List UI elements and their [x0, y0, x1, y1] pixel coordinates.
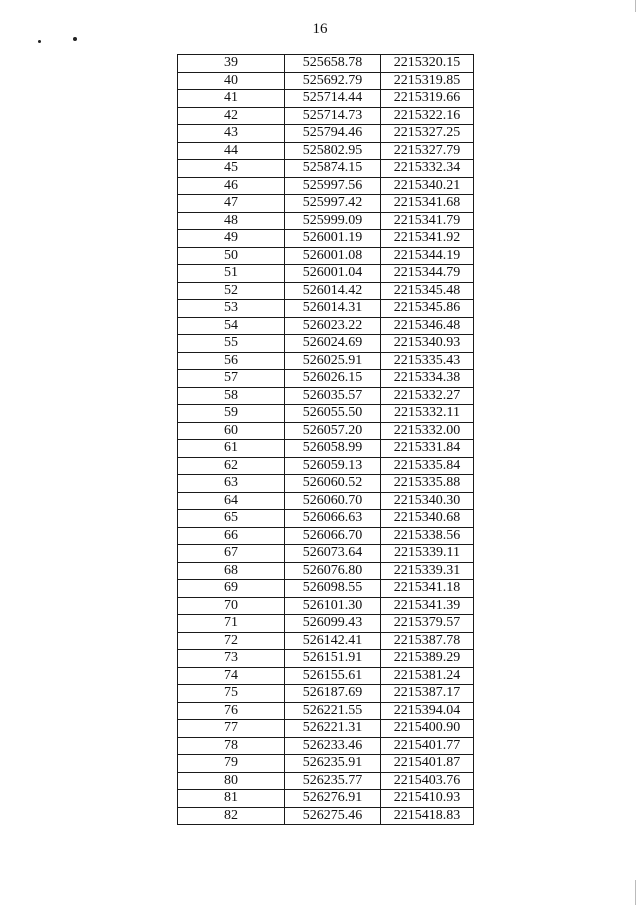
point-number-cell: 67 — [178, 545, 285, 563]
x-coordinate-cell: 526058.99 — [285, 440, 381, 458]
table-row — [178, 195, 474, 213]
table-row — [178, 457, 474, 475]
table-row — [178, 352, 474, 370]
x-coordinate-cell: 526026.15 — [285, 370, 381, 388]
x-coordinate-cell: 525714.73 — [285, 107, 381, 125]
scan-speck — [38, 40, 41, 43]
point-number-cell: 54 — [178, 317, 285, 335]
table-row — [178, 702, 474, 720]
point-number-cell: 57 — [178, 370, 285, 388]
table-row — [178, 545, 474, 563]
table-row — [178, 807, 474, 825]
y-coordinate-cell: 2215340.30 — [381, 492, 474, 510]
y-coordinate-cell: 2215401.77 — [381, 737, 474, 755]
x-coordinate-cell: 526098.55 — [285, 580, 381, 598]
table-row — [178, 405, 474, 423]
x-coordinate-cell: 526066.70 — [285, 527, 381, 545]
x-coordinate-cell: 525997.56 — [285, 177, 381, 195]
y-coordinate-cell: 2215334.38 — [381, 370, 474, 388]
x-coordinate-cell: 526155.61 — [285, 667, 381, 685]
point-number-cell: 80 — [178, 772, 285, 790]
x-coordinate-cell: 526235.77 — [285, 772, 381, 790]
table-row — [178, 720, 474, 738]
point-number-cell: 43 — [178, 125, 285, 143]
table-row — [178, 510, 474, 528]
table-row — [178, 562, 474, 580]
x-coordinate-cell: 525692.79 — [285, 72, 381, 90]
coordinates-table — [177, 54, 474, 825]
y-coordinate-cell: 2215339.31 — [381, 562, 474, 580]
table-row — [178, 177, 474, 195]
point-number-cell: 69 — [178, 580, 285, 598]
x-coordinate-cell: 526025.91 — [285, 352, 381, 370]
point-number-cell: 76 — [178, 702, 285, 720]
x-coordinate-cell: 526059.13 — [285, 457, 381, 475]
x-coordinate-cell: 526076.80 — [285, 562, 381, 580]
y-coordinate-cell: 2215332.34 — [381, 160, 474, 178]
table-row — [178, 737, 474, 755]
table-row — [178, 475, 474, 493]
x-coordinate-cell: 526066.63 — [285, 510, 381, 528]
point-number-cell: 52 — [178, 282, 285, 300]
y-coordinate-cell: 2215340.68 — [381, 510, 474, 528]
x-coordinate-cell: 526014.31 — [285, 300, 381, 318]
page-number: 16 — [312, 21, 328, 37]
x-coordinate-cell: 526235.91 — [285, 755, 381, 773]
point-number-cell: 62 — [178, 457, 285, 475]
y-coordinate-cell: 2215379.57 — [381, 615, 474, 633]
point-number-cell: 39 — [178, 55, 285, 73]
y-coordinate-cell: 2215335.88 — [381, 475, 474, 493]
table-row — [178, 317, 474, 335]
point-number-cell: 47 — [178, 195, 285, 213]
table-row — [178, 632, 474, 650]
y-coordinate-cell: 2215322.16 — [381, 107, 474, 125]
table-row — [178, 300, 474, 318]
x-coordinate-cell: 526024.69 — [285, 335, 381, 353]
x-coordinate-cell: 526221.55 — [285, 702, 381, 720]
point-number-cell: 81 — [178, 790, 285, 808]
x-coordinate-cell: 525802.95 — [285, 142, 381, 160]
y-coordinate-cell: 2215410.93 — [381, 790, 474, 808]
y-coordinate-cell: 2215387.78 — [381, 632, 474, 650]
table-row — [178, 335, 474, 353]
point-number-cell: 59 — [178, 405, 285, 423]
y-coordinate-cell: 2215319.85 — [381, 72, 474, 90]
point-number-cell: 40 — [178, 72, 285, 90]
y-coordinate-cell: 2215403.76 — [381, 772, 474, 790]
point-number-cell: 70 — [178, 597, 285, 615]
point-number-cell: 56 — [178, 352, 285, 370]
y-coordinate-cell: 2215341.39 — [381, 597, 474, 615]
point-number-cell: 73 — [178, 650, 285, 668]
y-coordinate-cell: 2215344.19 — [381, 247, 474, 265]
x-coordinate-cell: 525874.15 — [285, 160, 381, 178]
point-number-cell: 79 — [178, 755, 285, 773]
scan-edge-mark — [635, 0, 636, 12]
table-row — [178, 125, 474, 143]
y-coordinate-cell: 2215341.92 — [381, 230, 474, 248]
point-number-cell: 49 — [178, 230, 285, 248]
x-coordinate-cell: 526014.42 — [285, 282, 381, 300]
coordinates-table-body — [178, 55, 474, 825]
scan-speck — [73, 37, 77, 41]
table-row — [178, 160, 474, 178]
x-coordinate-cell: 526142.41 — [285, 632, 381, 650]
table-row — [178, 772, 474, 790]
point-number-cell: 46 — [178, 177, 285, 195]
x-coordinate-cell: 525794.46 — [285, 125, 381, 143]
table-row — [178, 755, 474, 773]
y-coordinate-cell: 2215338.56 — [381, 527, 474, 545]
y-coordinate-cell: 2215341.18 — [381, 580, 474, 598]
point-number-cell: 53 — [178, 300, 285, 318]
x-coordinate-cell: 526187.69 — [285, 685, 381, 703]
x-coordinate-cell: 526055.50 — [285, 405, 381, 423]
point-number-cell: 48 — [178, 212, 285, 230]
point-number-cell: 42 — [178, 107, 285, 125]
point-number-cell: 51 — [178, 265, 285, 283]
y-coordinate-cell: 2215345.48 — [381, 282, 474, 300]
table-row — [178, 667, 474, 685]
y-coordinate-cell: 2215332.11 — [381, 405, 474, 423]
x-coordinate-cell: 526060.70 — [285, 492, 381, 510]
table-row — [178, 422, 474, 440]
y-coordinate-cell: 2215401.87 — [381, 755, 474, 773]
table-row — [178, 650, 474, 668]
point-number-cell: 44 — [178, 142, 285, 160]
y-coordinate-cell: 2215344.79 — [381, 265, 474, 283]
y-coordinate-cell: 2215319.66 — [381, 90, 474, 108]
y-coordinate-cell: 2215332.27 — [381, 387, 474, 405]
point-number-cell: 61 — [178, 440, 285, 458]
x-coordinate-cell: 526001.04 — [285, 265, 381, 283]
point-number-cell: 64 — [178, 492, 285, 510]
x-coordinate-cell: 526060.52 — [285, 475, 381, 493]
x-coordinate-cell: 526099.43 — [285, 615, 381, 633]
x-coordinate-cell: 526221.31 — [285, 720, 381, 738]
table-row — [178, 527, 474, 545]
x-coordinate-cell: 526275.46 — [285, 807, 381, 825]
y-coordinate-cell: 2215340.93 — [381, 335, 474, 353]
table-row — [178, 387, 474, 405]
table-row — [178, 247, 474, 265]
y-coordinate-cell: 2215341.79 — [381, 212, 474, 230]
x-coordinate-cell: 525658.78 — [285, 55, 381, 73]
y-coordinate-cell: 2215331.84 — [381, 440, 474, 458]
x-coordinate-cell: 526001.19 — [285, 230, 381, 248]
table-row — [178, 615, 474, 633]
point-number-cell: 78 — [178, 737, 285, 755]
point-number-cell: 66 — [178, 527, 285, 545]
point-number-cell: 71 — [178, 615, 285, 633]
point-number-cell: 45 — [178, 160, 285, 178]
y-coordinate-cell: 2215387.17 — [381, 685, 474, 703]
x-coordinate-cell: 526035.57 — [285, 387, 381, 405]
table-row — [178, 597, 474, 615]
y-coordinate-cell: 2215400.90 — [381, 720, 474, 738]
table-row — [178, 370, 474, 388]
y-coordinate-cell: 2215327.79 — [381, 142, 474, 160]
x-coordinate-cell: 526276.91 — [285, 790, 381, 808]
y-coordinate-cell: 2215381.24 — [381, 667, 474, 685]
y-coordinate-cell: 2215335.84 — [381, 457, 474, 475]
point-number-cell: 55 — [178, 335, 285, 353]
x-coordinate-cell: 526073.64 — [285, 545, 381, 563]
scan-edge-mark — [635, 880, 636, 905]
table-row — [178, 685, 474, 703]
x-coordinate-cell: 525999.09 — [285, 212, 381, 230]
table-row — [178, 142, 474, 160]
table-row — [178, 492, 474, 510]
point-number-cell: 75 — [178, 685, 285, 703]
y-coordinate-cell: 2215332.00 — [381, 422, 474, 440]
table-row — [178, 440, 474, 458]
y-coordinate-cell: 2215327.25 — [381, 125, 474, 143]
point-number-cell: 72 — [178, 632, 285, 650]
x-coordinate-cell: 525714.44 — [285, 90, 381, 108]
point-number-cell: 68 — [178, 562, 285, 580]
y-coordinate-cell: 2215320.15 — [381, 55, 474, 73]
x-coordinate-cell: 526057.20 — [285, 422, 381, 440]
point-number-cell: 77 — [178, 720, 285, 738]
y-coordinate-cell: 2215341.68 — [381, 195, 474, 213]
table-row — [178, 265, 474, 283]
table-row — [178, 282, 474, 300]
table-row — [178, 107, 474, 125]
x-coordinate-cell: 526023.22 — [285, 317, 381, 335]
table-row — [178, 212, 474, 230]
x-coordinate-cell: 526101.30 — [285, 597, 381, 615]
x-coordinate-cell: 526151.91 — [285, 650, 381, 668]
table-row — [178, 230, 474, 248]
table-row — [178, 580, 474, 598]
y-coordinate-cell: 2215346.48 — [381, 317, 474, 335]
x-coordinate-cell: 526001.08 — [285, 247, 381, 265]
point-number-cell: 41 — [178, 90, 285, 108]
y-coordinate-cell: 2215335.43 — [381, 352, 474, 370]
table-row — [178, 790, 474, 808]
table-row — [178, 90, 474, 108]
y-coordinate-cell: 2215389.29 — [381, 650, 474, 668]
point-number-cell: 65 — [178, 510, 285, 528]
point-number-cell: 50 — [178, 247, 285, 265]
table-row — [178, 55, 474, 73]
y-coordinate-cell: 2215340.21 — [381, 177, 474, 195]
point-number-cell: 74 — [178, 667, 285, 685]
x-coordinate-cell: 525997.42 — [285, 195, 381, 213]
table-row — [178, 72, 474, 90]
point-number-cell: 60 — [178, 422, 285, 440]
y-coordinate-cell: 2215339.11 — [381, 545, 474, 563]
point-number-cell: 82 — [178, 807, 285, 825]
x-coordinate-cell: 526233.46 — [285, 737, 381, 755]
y-coordinate-cell: 2215418.83 — [381, 807, 474, 825]
y-coordinate-cell: 2215345.86 — [381, 300, 474, 318]
y-coordinate-cell: 2215394.04 — [381, 702, 474, 720]
point-number-cell: 63 — [178, 475, 285, 493]
point-number-cell: 58 — [178, 387, 285, 405]
